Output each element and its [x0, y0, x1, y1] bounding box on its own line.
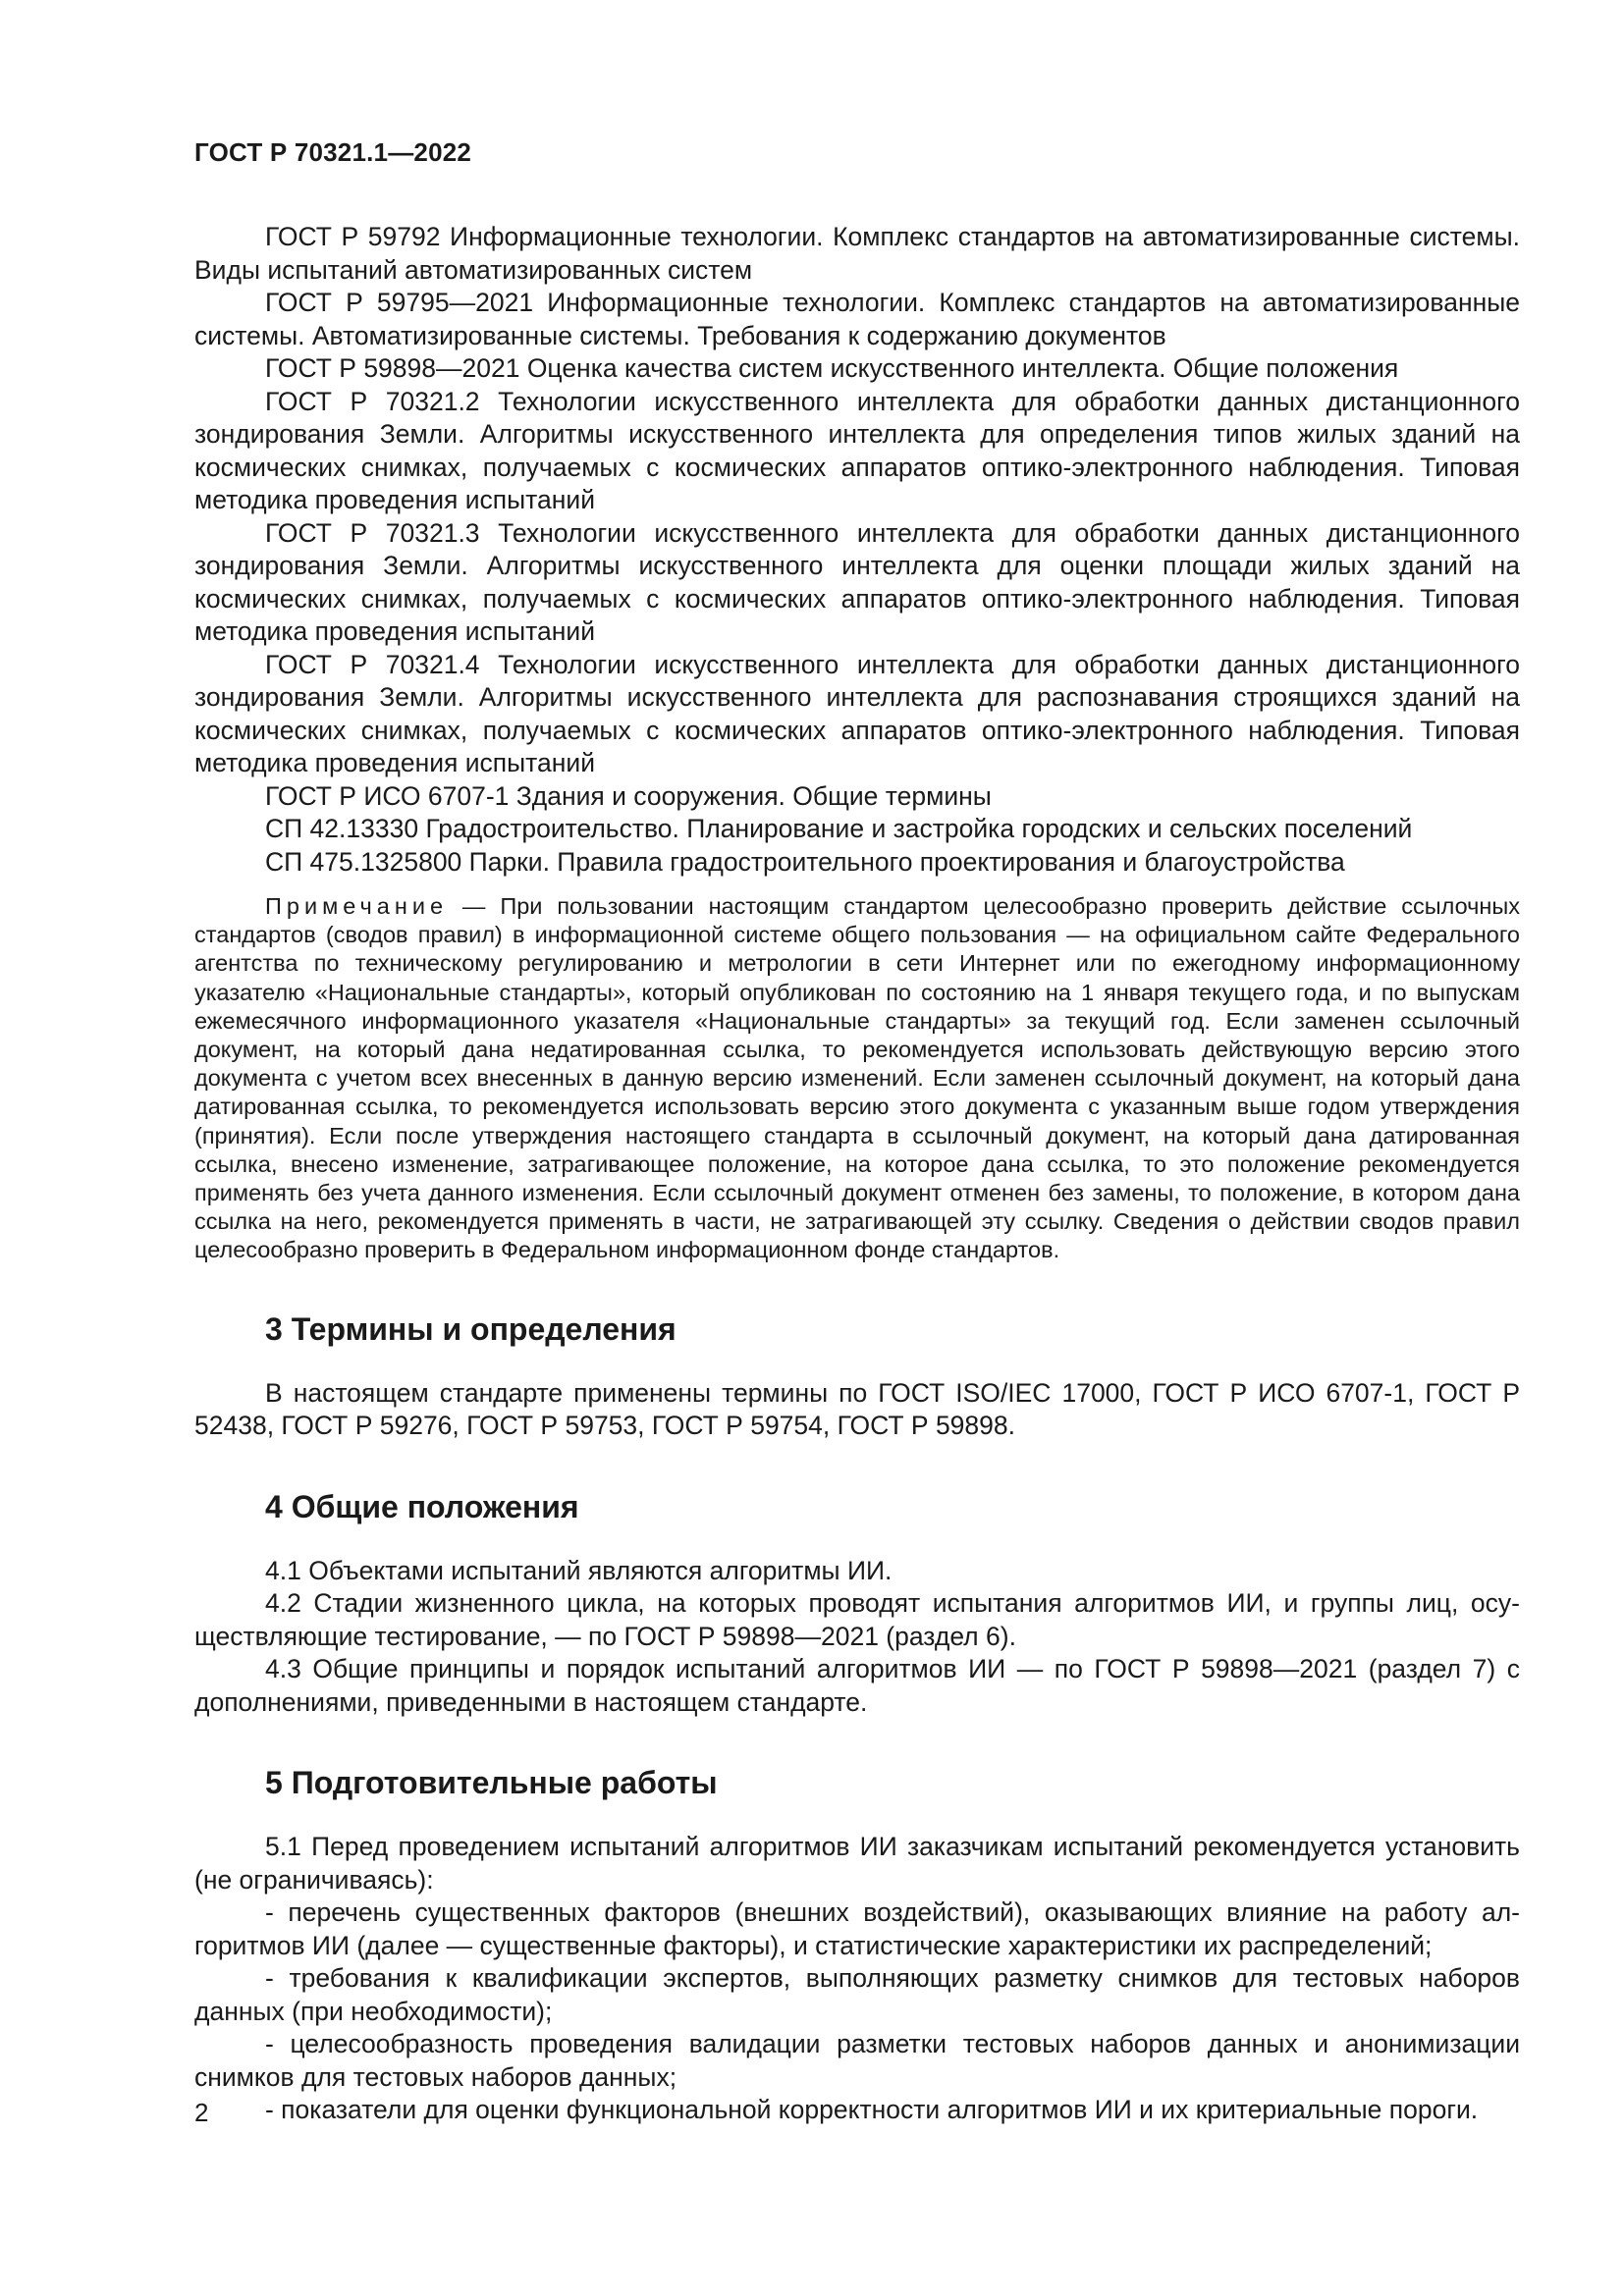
section-4-paragraph: 4.2 Стадии жизненного цикла, на которых проводят испытания алгоритмов ИИ, и группы лиц, осуществляющие тестирование, — по ГОСТ Р 59898—2021 (раздел 6). — [194, 1588, 1520, 1651]
section-4-title: 4 Общие положения — [265, 1488, 579, 1524]
reference-item: ГОСТ Р ИСО 6707-1 Здания и сооружения. Общие термины — [265, 780, 992, 811]
section-5-paragraph: 5.1 Перед проведением испытаний алгоритмов ИИ заказчикам испытаний рекомендуется установить (не ограничиваясь): — [194, 1832, 1520, 1895]
reference-item: ГОСТ Р 70321.4 Технологии искусственного интеллекта для обработки данных дистанционного зондирования Земли. Алгоритмы искусственного интеллекта для распознавания строящихся зданий на космических снимках, получаемых с космических аппаратов оптико-электронного наблюдения. Типовая методика проведения испытаний — [194, 649, 1520, 777]
section-3-paragraph: В настоящем стандарте применены термины по ГОСТ ISO/IEC 17000, ГОСТ Р ИСО 6707-1, ГОСТ Р 52438, ГОСТ Р 59276, ГОСТ Р 59753, ГОСТ Р 59754, ГОСТ Р 59898. — [194, 1377, 1520, 1441]
reference-item: СП 475.1325800 Парки. Правила градостроительного проектирования и благоустройства — [265, 846, 1345, 877]
section-5-list-item: - показатели для оценки функциональной корректности алгоритмов ИИ и их критериальные пороги. — [265, 2095, 1479, 2125]
section-3-title: 3 Термины и определения — [265, 1310, 677, 1347]
section-4-paragraph: 4.3 Общие принципы и порядок испытаний алгоритмов ИИ — по ГОСТ Р 59898—2021 (раздел 7) с дополнениями, приведенными в настоящем стандарте. — [194, 1654, 1520, 1717]
section-5-title: 5 Подготовительные работы — [265, 1765, 718, 1801]
section-4-paragraph: 4.1 Объектами испытаний являются алгоритмы ИИ. — [265, 1555, 893, 1585]
section-4 — [194, 1488, 1520, 1720]
section-5-list-item: - целесообразность проведения валидации разметки тестовых наборов данных и анонимизации снимков для тестовых наборов данных; — [194, 2029, 1520, 2092]
document-page — [194, 137, 1520, 2127]
note-text: — При пользовании настоящим стандартом целесообразно проверить действие ссылочных стандартов (сводов правил) в информационной системе общего пользования — на официальном сайте Федерального агентства по техническому регулированию и метрологии в сети Интернет или по ежегодному информационному указателю «Национальные стандарты», который опубликован по состоянию на 1 января текущего года, и по выпускам ежемесячного информационного указателя «Национальные стандарты» за текущий год. Если заменен ссылочный документ, на который дана недатированная ссылка, то рекомендуется использовать действующую версию этого документа с учетом всех внесенных в данную версию изменений. Если заменен ссылочный документ, на который дана датированная ссылка, то рекомендуется использовать версию этого документа с указанным выше годом утверждения (принятия). Если после утверждения настоящего стандарта в ссылочный документ, на который дана датированная ссылка, внесено изменение, затрагивающее положение, на которое дана ссылка, то это положение рекомендуется применять без учета данного изменения. Если ссылочный документ отменен без замены, то положение, в котором дана ссылка на него, рекомендуется применять в части, не затрагивающей эту ссылку. Сведения о действии сводов правил целесообразно проверить в Федеральном информационном фонде стандартов. — [194, 893, 1520, 1263]
references-list — [194, 221, 1520, 879]
section-5-list-item: - перечень существенных факторов (внешних воздействий), оказывающих влияние на работу алгоритмов ИИ (далее — существенные факторы), и статистические характеристики их распределений; — [194, 1897, 1520, 1960]
reference-item: ГОСТ Р 70321.3 Технологии искусственного интеллекта для обработки данных дистанционного зондирования Земли. Алгоритмы искусственного интеллекта для оценки площади жилых зданий на космических снимках, получаемых с космических аппаратов оптико-электронного наблюдения. Типовая методика проведения испытаний — [194, 517, 1520, 646]
reference-item: ГОСТ Р 59795—2021 Информационные технологии. Комплекс стандартов на автоматизированные системы. Автоматизированные системы. Требования к содержанию документов — [194, 288, 1520, 350]
reference-item: ГОСТ Р 59898—2021 Оценка качества систем искусственного интеллекта. Общие положения — [265, 353, 1399, 383]
document-header: ГОСТ Р 70321.1—2022 — [194, 137, 472, 167]
section-5-list-item: - требования к квалификации экспертов, выполняющих разметку снимков для тестовых наборов данных (при необходимости); — [194, 1963, 1520, 2026]
reference-item: ГОСТ Р 70321.2 Технологии искусственного интеллекта для обработки данных дистанционного зондирования Земли. Алгоритмы искусственного интеллекта для определения типов жилых зданий на космических снимках, получаемых с космических аппаратов оптико-электронного наблюдения. Типовая методика проведения испытаний — [194, 386, 1520, 514]
reference-item: ГОСТ Р 59792 Информационные технологии. Комплекс стандартов на автоматизированные системы. Виды испытаний автоматизированных систем — [194, 222, 1520, 285]
section-3 — [194, 1310, 1520, 1443]
reference-item: СП 42.13330 Градостроительство. Планирование и застройка городских и сельских поселений — [265, 814, 1413, 843]
note-label: Примечание — [265, 893, 449, 919]
section-5 — [194, 1764, 1520, 2127]
page-number: 2 — [194, 2098, 209, 2127]
note-paragraph — [194, 892, 1520, 1265]
